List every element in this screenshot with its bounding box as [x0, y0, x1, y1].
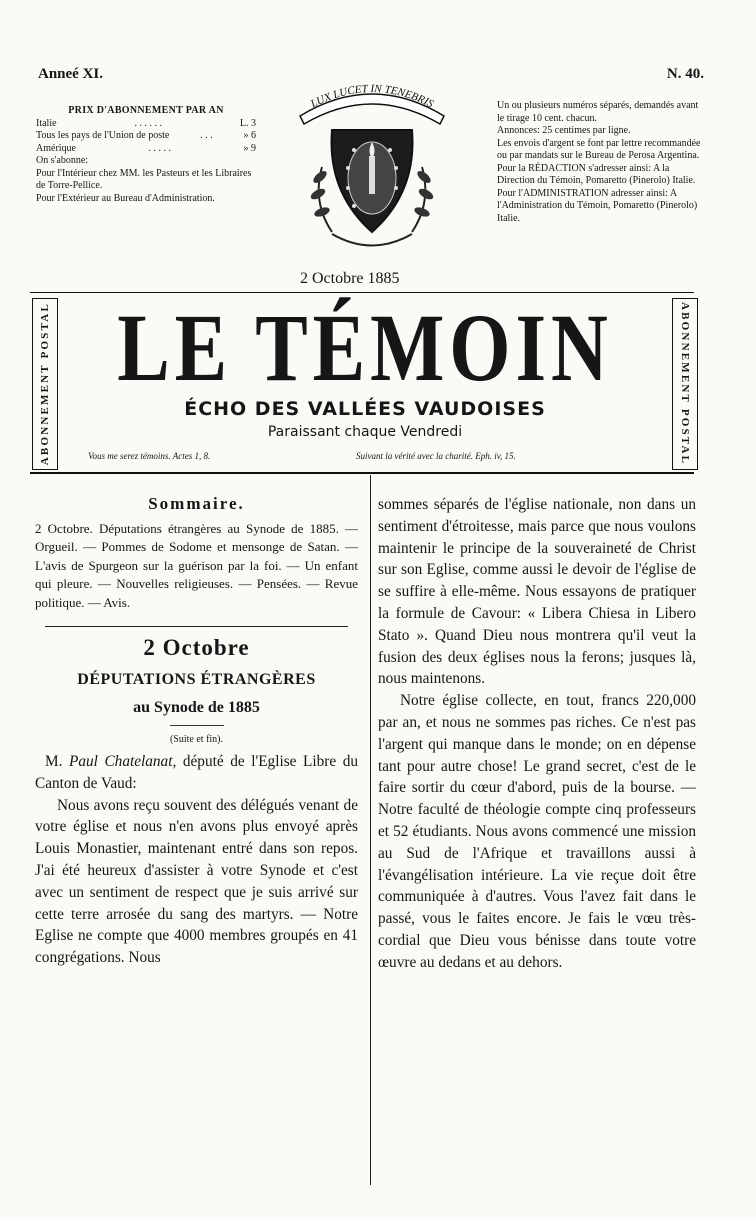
issue-date: 2 Octobre 1885 [300, 270, 400, 287]
postal-label-right-text: ABONNEMENT POSTAL [679, 302, 691, 466]
postal-label-right [672, 298, 698, 470]
section-title: 2 Octobre [143, 635, 250, 661]
postal-label-left [32, 298, 58, 470]
notice-line: Un ou plusieurs numéros séparés, demandés avant le tirage 10 cent. chacun. [497, 100, 699, 124]
speaker-name: Paul Chatelanat, [69, 753, 177, 771]
section-rule [45, 626, 348, 627]
article-continuation: (Suite et fin). [169, 734, 224, 746]
price-row-dots: . . . . . . [134, 117, 162, 129]
left-column [35, 494, 358, 969]
speaker-role: député de l'Eglise Libre du Canton de Vaud: [35, 753, 358, 792]
price-row-label: Italie [36, 117, 57, 129]
notice-line: Les envois d'argent se font par lettre recommandée ou par mandats sur le Bureau de Perosa Argentina. [497, 137, 701, 161]
article-paragraph: Notre église collecte, en tout, francs 220,000 par an, et nous ne sommes pas riches. Ce n'est pas l'argent qui manque dans le monde; on en dépense tant pour autre chose! Le grand secret, c'est de le faire sortir du cœur d'abord, puis de la bourse. — Notre faculté de théologie compte cinq professeurs et 52 étudiants. Nous avons commencé une mission au Sud de l'Afrique et travaillons aussi à l'évangélisation intérieure. La vie reçue doit être communiquée à d'autres. Vous l'avez fait dans le passé, vous le faites encore. Je fais le vœu très-cordial que Dieu vous bénisse dans toute votre œuvre au dedans et au dehors. [378, 692, 696, 971]
subscription-heading: PRIX D'ABONNEMENT PAR AN [68, 105, 224, 116]
price-row-label: Amérique [36, 142, 76, 154]
price-row-dots: . . . . . [148, 142, 171, 154]
masthead-rule-bottom [30, 472, 694, 474]
price-row [36, 130, 256, 143]
newspaper-tagline: Paraissant chaque Vendredi [267, 424, 463, 440]
subscription-how: On s'abonne: [36, 155, 89, 166]
price-row-price: » 9 [243, 142, 256, 154]
subscription-box [36, 105, 256, 205]
notice-line: Pour l'ADMINISTRATION adresser ainsi: A l'Administration du Témoin, Pomaretto (Pinerolo) Italie. [497, 187, 698, 224]
article-paragraph: Nous avons reçu souvent des délégués venant de votre église et nous n'en avons plus envoyé après Louis Monastier, maintenant entré dans son repos. J'ai été heureux d'assister à votre Synode et c'est avec un sentiment de respect que je suis arrivé sur cette terre arrosée du sang des martyrs. — Notre Eglise ne compte que 4000 membres groupés en 41 congrégations. Nous [35, 796, 358, 967]
price-row-price: L. 3 [239, 117, 256, 129]
postal-label-left-text: ABONNEMENT POSTAL [39, 302, 51, 466]
column-divider [370, 475, 371, 1185]
price-row-dots: . . . [200, 130, 213, 141]
article-paragraph: sommes séparés de l'église nationale, non dans un sentiment d'étroitesse, mais parce que nous voulons maintenir le principe de la souveraineté de Christ sur son Eglise, comme aussi le devoir de l'église de se suffire à elle-même. Nous essayons de pratiquer la formule de Cavour: « Libera Chiesa in Libero Stato ». Quand Dieu nous montrera qu'il veut la fusion des deux églises nous la ferons; jusques là, nous maintenons. [378, 496, 696, 688]
motto-right: Suivant la vérité avec la charité. Eph. iv, 15. [356, 451, 516, 461]
price-row-label: Tous les pays de l'Union de poste [36, 130, 170, 141]
newspaper-subtitle: ÉCHO DES VALLÉES VAUDOISES [184, 398, 546, 420]
speaker-intro [35, 751, 358, 795]
right-column [378, 494, 696, 974]
subscription-interior: Pour l'Intérieur chez MM. les Pasteurs et les Libraires de Torre-Pellice. [36, 167, 252, 191]
year-label: Anneé XI. [38, 66, 104, 82]
masthead-rule-top [30, 292, 694, 293]
emblem-motto: LUX LUCET IN TENEBRIS [308, 82, 436, 111]
speaker-prefix: M. [45, 753, 63, 771]
vaudois-emblem-icon [272, 72, 472, 272]
article-heading: DÉPUTATIONS ÉTRANGÈRES [77, 671, 316, 689]
subscription-exterior: Pour l'Extérieur au Bureau d'Administration. [36, 192, 215, 204]
sommaire-heading: Sommaire. [148, 494, 245, 513]
price-row [36, 118, 256, 131]
article-subheading: au Synode de 1885 [133, 699, 260, 717]
price-row-price: » 6 [243, 130, 256, 141]
motto-left: Vous me serez témoins. Actes 1, 8. [88, 451, 211, 461]
notice-line: Pour la RÉDACTION s'adresser ainsi: A la Direction du Témoin, Pomaretto (Pinerolo) Italie. [497, 162, 696, 186]
notice-line: Annonces: 25 centimes par ligne. [497, 125, 631, 136]
article-rule [170, 725, 224, 726]
newspaper-title: LE TÉMOIN [117, 294, 613, 401]
notices-box [497, 100, 707, 225]
price-row [36, 143, 256, 156]
issue-number: N. 40. [666, 66, 704, 82]
sommaire-text: 2 Octobre. Députations étrangères au Synode de 1885. — Orgueil. — Pommes de Sodome et mensonge de Satan. — L'avis de Spurgeon sur la guérison par la foi. — Un enfant qui pleure. — Nouvelles religieuses. — Pensées. — Revue politique. — Avis. [35, 521, 358, 610]
